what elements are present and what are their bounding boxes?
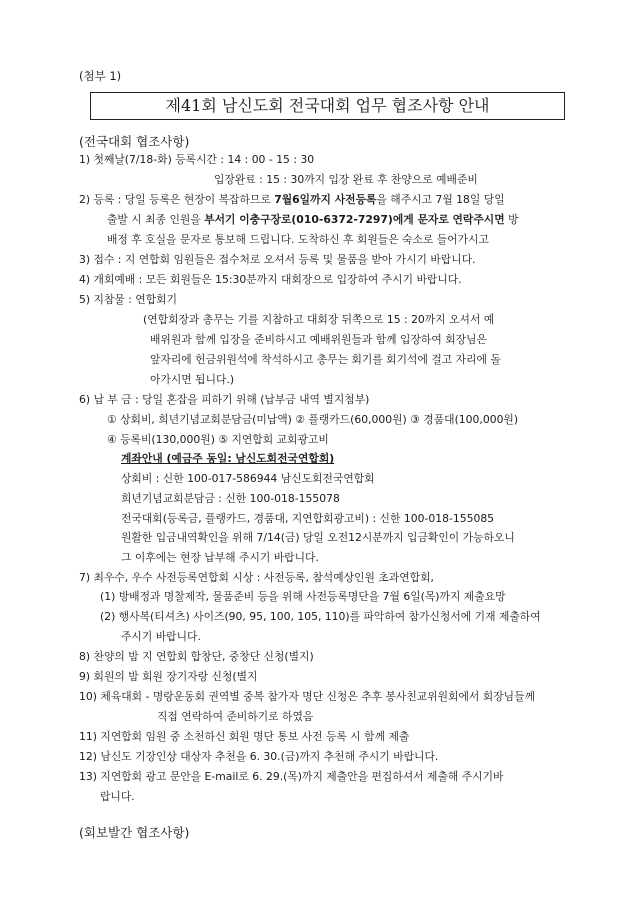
item-8-praise-night: 8) 찬양의 밤 지 연합회 합창단, 중창단 신청(별지) xyxy=(79,650,314,663)
contact-info: 부서기 이충구장로(010-6372-7297)에게 문자로 연락주시면 xyxy=(204,213,505,226)
payment-deadline-note-2: 그 이후에는 현장 납부해 주시기 바랍니다. xyxy=(121,551,319,564)
account-jubilee: 희년기념교회분담금 : 신한 100-018-155078 xyxy=(121,492,340,505)
pre-registration-deadline: 7월6일까지 사전등록 xyxy=(274,193,377,206)
item-11-deceased-members: 11) 지연합회 임원 중 소천하신 회원 명단 통보 사전 등록 시 함께 제출 xyxy=(79,730,410,743)
item-5-note-1: (연합회장과 총무는 기를 지참하고 대회장 뒤쪽으로 15 : 20까지 오셔서 예 xyxy=(143,313,495,326)
item-5-note-3: 앞자리에 헌금위원석에 착석하시고 총무는 회기를 회기석에 걸고 자리에 돌 xyxy=(150,353,501,366)
text: 2) 등록 : 당일 등록은 현장이 복잡하므로 xyxy=(79,193,275,206)
item-7-sub-2: (2) 행사복(티셔츠) 사이즈(90, 95, 100, 105, 110)를 파악하여 참가신청서에 기재 제출하여 xyxy=(100,610,541,623)
section-heading-bulletin: (회보발간 협조사항) xyxy=(79,825,190,840)
item-6-fees-1: ① 상회비, 희년기념교회분담금(미납액) ② 플랭카드(60,000원) ③ 경품대(100,000원) xyxy=(107,413,519,426)
attachment-label: (첨부 1) xyxy=(79,69,122,83)
item-6-fees-2: ④ 등록비(130,000원) ⑤ 지연합회 교회광고비 xyxy=(107,433,329,446)
item-1-entry-complete: 입장완료 : 15 : 30까지 입장 완료 후 찬양으로 예배준비 xyxy=(214,173,478,186)
section-heading-convention: (전국대회 협조사항) xyxy=(79,134,190,149)
account-dues: 상회비 : 신한 100-017-586944 남신도회전국연합회 xyxy=(121,472,375,485)
item-13-cont: 랍니다. xyxy=(100,790,135,803)
item-7-sub-1: (1) 방배정과 명찰제작, 물품준비 등을 위해 사전등록명단을 7월 6일(목)까지 제출요망 xyxy=(100,590,506,603)
item-3-reception: 3) 접수 : 지 연합회 임원들은 접수처로 오셔서 등록 및 물품을 받아 가시기 바랍니다. xyxy=(79,253,476,266)
text: 을 해주시고 7월 18일 당일 xyxy=(376,193,505,206)
item-5-note-4: 아가시면 됩니다.) xyxy=(150,373,235,386)
account-info-heading: 계좌안내 (예금주 동일: 남신도회전국연합회) xyxy=(121,452,335,465)
item-2-registration-line-3: 배정 후 호실을 문자로 통보해 드립니다. 도착하신 후 회원들은 숙소로 들어가시고 xyxy=(107,233,489,246)
payment-deadline-note-1: 원활한 입금내역확인을 위해 7/14(금) 당일 오전12시분까지 입금확인이 가능하오니 xyxy=(121,531,515,544)
item-2-registration-line-2 xyxy=(107,212,519,228)
item-5-items-to-bring: 5) 지참물 : 연합회기 xyxy=(79,293,178,306)
item-1-registration-time: 1) 첫째날(7/18-화) 등록시간 : 14 : 00 - 15 : 30 xyxy=(79,153,315,166)
document-title: 제41회 남신도회 전국대회 업무 협조사항 안내 xyxy=(90,92,565,120)
item-5-note-2: 배위원과 함께 입장을 준비하시고 예배위원들과 함께 입장하여 회장님은 xyxy=(150,333,487,346)
account-convention: 전국대회(등록금, 플랭카드, 경품대, 지연합회광고비) : 신한 100-018-155085 xyxy=(121,512,495,525)
item-12-award-nomination: 12) 남신도 기장인상 대상자 추천을 6. 30.(금)까지 추천해 주시기 바랍니다. xyxy=(79,750,439,763)
item-10-cont: 직접 연락하여 준비하기로 하였음 xyxy=(157,710,314,723)
item-6-payments: 6) 납 부 금 : 당일 혼잡을 피하기 위해 (납부금 내역 별지첨부) xyxy=(79,393,370,406)
item-2-registration-line-1 xyxy=(79,192,505,208)
item-4-opening-worship: 4) 개회예배 : 모든 회원들은 15:30분까지 대회장으로 입장하여 주시기 바랍니다. xyxy=(79,273,462,286)
text: 방 xyxy=(504,213,519,226)
item-9-members-night: 9) 회원의 밤 회원 장기자랑 신청(별지 xyxy=(79,670,258,683)
item-7-sub-2-cont: 주시기 바랍니다. xyxy=(121,630,201,643)
item-7-awards: 7) 최우수, 우수 사전등록연합회 시상 : 사전등록, 참석예상인원 초과연합회, xyxy=(79,571,434,584)
item-13-advertisement: 13) 지연합회 광고 문안을 E-mail로 6. 29.(목)까지 제출안을 편집하셔서 제출해 주시기바 xyxy=(79,770,504,783)
item-10-sports-day: 10) 체육대회 - 명랑운동회 권역별 중복 참가자 명단 신청은 추후 봉사친교위원회에서 회장님들께 xyxy=(79,690,535,703)
text: 출발 시 최종 인원을 xyxy=(107,213,205,226)
